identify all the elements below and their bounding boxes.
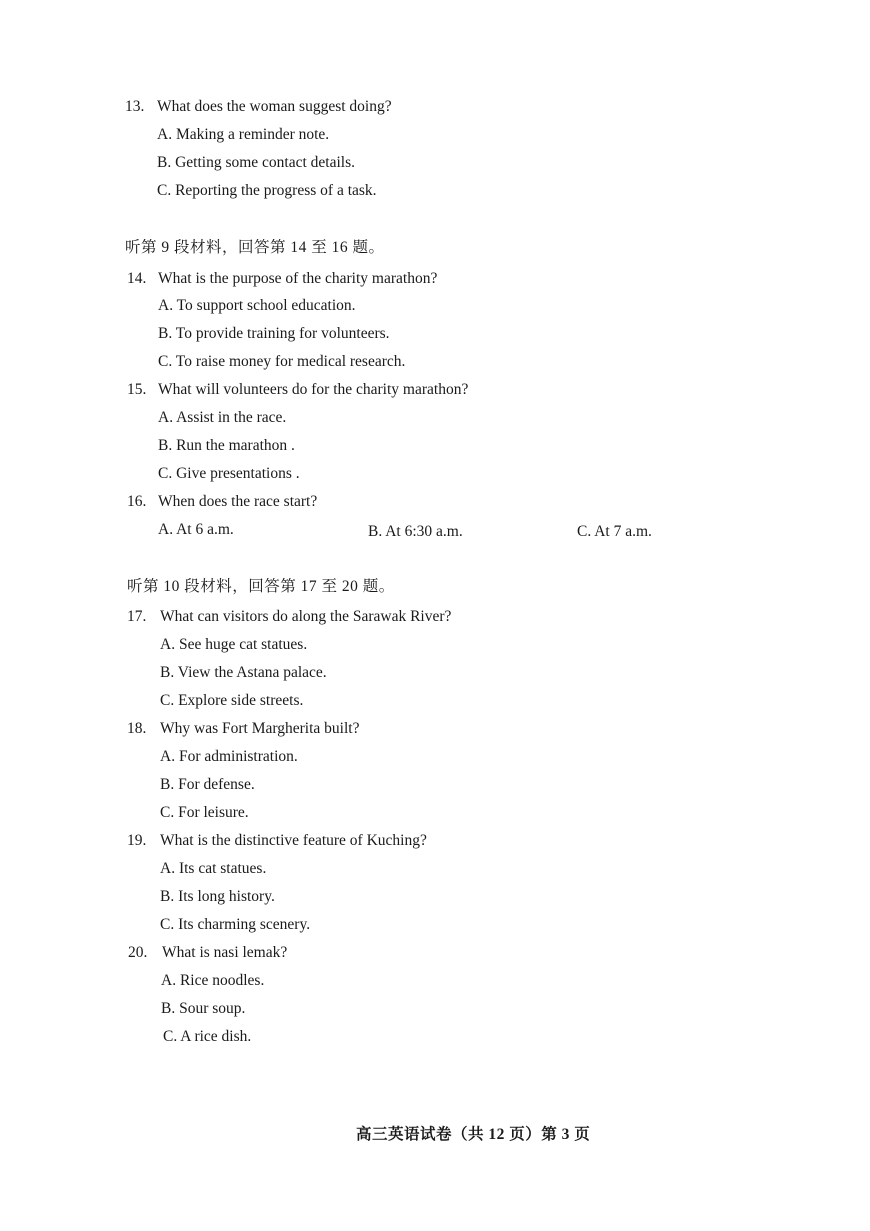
question-20 [128,943,287,963]
question-number: 13. [125,98,145,115]
option-a: A. Rice noodles. [161,972,265,989]
question-13 [125,97,392,117]
question-number: 18. [127,720,147,737]
option-b: B. Getting some contact details. [157,154,356,171]
option-c: C. For leisure. [160,804,249,821]
option-c: C. Explore side streets. [160,692,304,709]
question-number: 20. [128,944,148,961]
option-c: C. To raise money for medical research. [158,353,406,370]
option-b: B. At 6:30 a.m. [368,523,463,540]
option-b: B. View the Astana palace. [160,664,327,681]
option-b: B. To provide training for volunteers. [158,325,390,342]
section-heading: 听第 9 段材料，回答第 14 至 16 题。 [125,239,385,256]
question-15 [127,380,468,400]
option-a: A. Assist in the race. [158,409,287,426]
option-a: A. For administration. [160,748,298,765]
question-text: What does the woman suggest doing? [157,98,392,115]
option-b: B. Its long history. [160,888,275,905]
question-number: 15. [127,381,147,398]
option-b: B. Sour soup. [161,1000,246,1017]
option-c: C. Give presentations . [158,465,300,482]
question-14 [127,269,437,289]
question-text: What can visitors do along the Sarawak River? [160,608,452,625]
question-18 [127,719,359,739]
option-c: C. Reporting the progress of a task. [157,182,377,199]
option-c: C. A rice dish. [163,1028,252,1045]
option-b: B. Run the marathon . [158,437,295,454]
question-text: Why was Fort Margherita built? [160,720,360,737]
option-b: B. For defense. [160,776,255,793]
question-text: What will volunteers do for the charity marathon? [158,381,469,398]
page-footer: 高三英语试卷（共 12 页）第 3 页 [356,1126,591,1143]
option-a: A. See huge cat statues. [160,636,308,653]
question-text: When does the race start? [158,493,318,510]
question-text: What is nasi lemak? [162,944,288,961]
question-16 [127,492,317,512]
question-number: 17. [127,608,147,625]
option-c: C. At 7 a.m. [577,523,652,540]
option-a: A. Its cat statues. [160,860,267,877]
option-a: A. Making a reminder note. [157,126,330,143]
option-c: C. Its charming scenery. [160,916,311,933]
question-text: What is the distinctive feature of Kuching? [160,832,427,849]
question-19 [127,831,427,851]
question-17 [127,607,451,627]
question-number: 16. [127,493,147,510]
section-heading: 听第 10 段材料，回答第 17 至 20 题。 [127,578,395,595]
question-number: 14. [127,270,147,287]
question-number: 19. [127,832,147,849]
question-text: What is the purpose of the charity marathon? [158,270,438,287]
option-a: A. To support school education. [158,297,356,314]
option-a: A. At 6 a.m. [158,521,234,538]
